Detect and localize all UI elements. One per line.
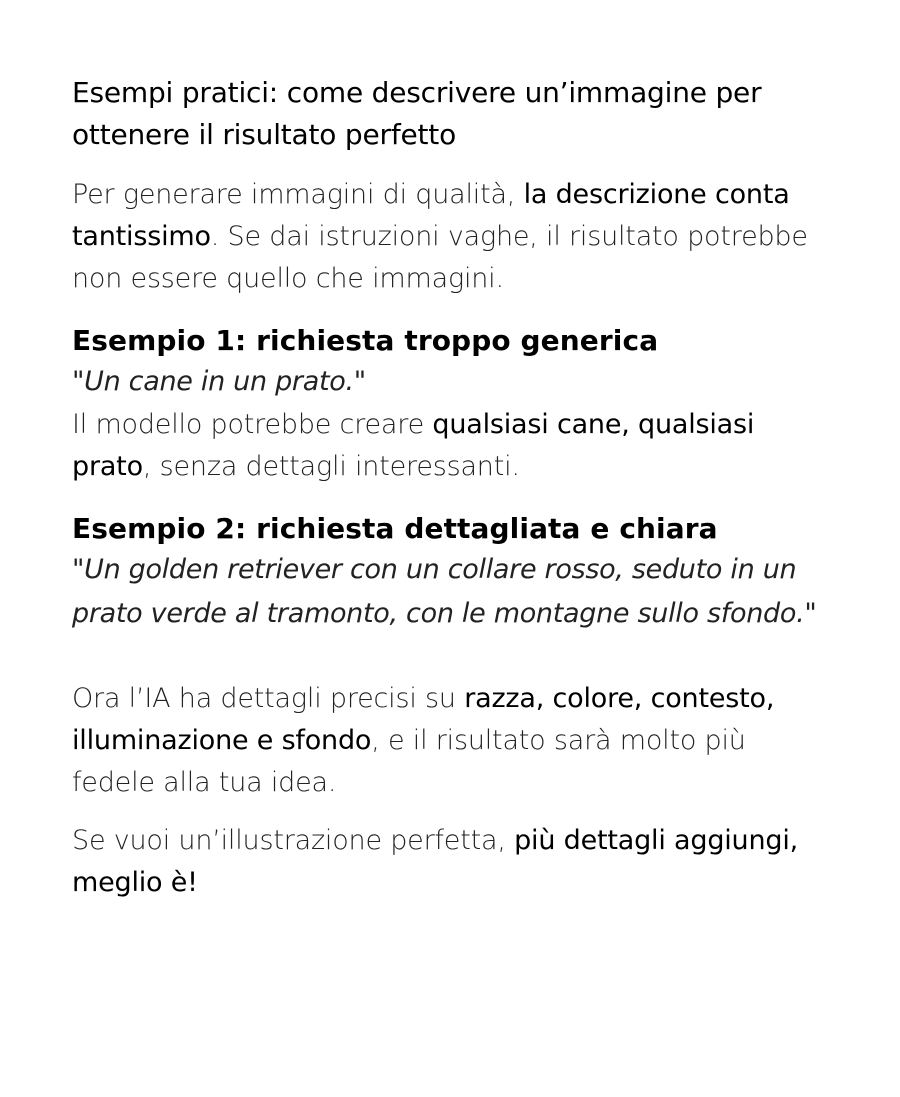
intro-text-end: . Se dai istruzioni vaghe, il risultato potrebbe non essere quello che immagini. (72, 221, 808, 294)
example-1-explanation (72, 404, 832, 488)
example-1-emphasis: qualsiasi cane, qualsiasi prato (72, 409, 755, 482)
example-1-text-start: Il modello potrebbe creare (72, 409, 433, 440)
result-text-end: , e il risultato sarà molto più fedele alla tua idea. (72, 725, 746, 798)
closing-paragraph (72, 820, 832, 904)
example-2-quote: "Un golden retriever con un collare rosso, seduto in un prato verde al tramonto, con le montagne sullo sfondo." (72, 554, 817, 629)
result-paragraph (72, 678, 832, 804)
example-1-title: Esempio 1: richiesta troppo generica (72, 324, 659, 357)
example-1-text-end: , senza dettagli interessanti. (142, 451, 520, 482)
result-emphasis: razza, colore, contesto, illuminazione e sfondo (72, 683, 775, 756)
example-1-quote: "Un cane in un prato." (72, 366, 366, 397)
closing-text-start: Se vuoi un’illustrazione perfetta, (72, 825, 515, 856)
intro-emphasis: la descrizione conta tantissimo (72, 179, 790, 252)
example-2-title: Esempio 2: richiesta dettagliata e chiara (72, 512, 718, 545)
result-text-start: Ora l’IA ha dettagli precisi su (72, 683, 465, 714)
intro-text-start: Per generare immagini di qualità, (72, 179, 524, 210)
page-title: Esempi pratici: come descrivere un’immagine per ottenere il risultato perfetto (72, 76, 762, 151)
article-body (72, 72, 832, 920)
intro-paragraph (72, 174, 832, 300)
closing-emphasis: più dettagli aggiungi, meglio è! (72, 825, 799, 898)
spacer (72, 636, 832, 678)
